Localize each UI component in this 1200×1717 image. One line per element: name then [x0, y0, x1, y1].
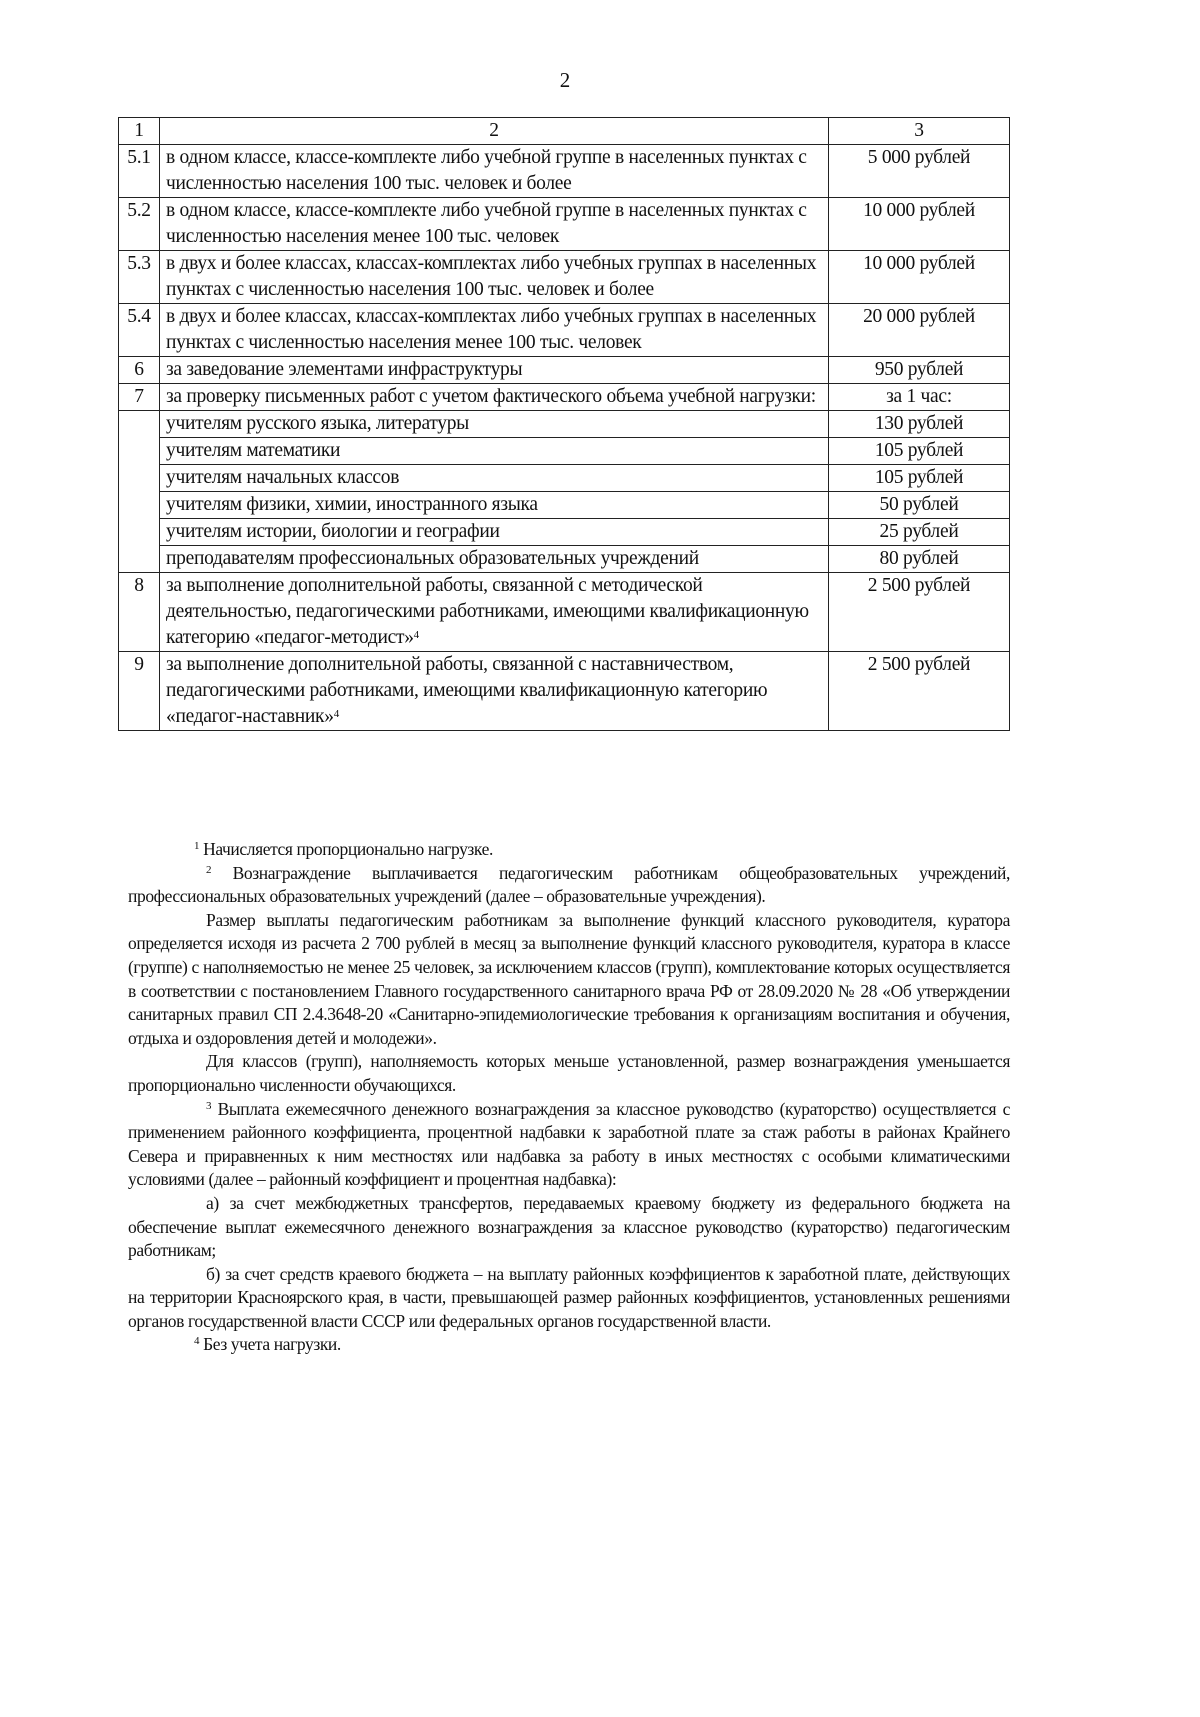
- row-text: [160, 573, 829, 652]
- footnote-paragraph: [128, 1263, 1010, 1334]
- footnote-paragraph: [128, 862, 1010, 909]
- row-number: [119, 519, 160, 546]
- row-number: 5.4: [119, 304, 160, 357]
- payments-table: [118, 117, 1010, 731]
- row-text: за заведование элементами инфраструктуры: [160, 357, 829, 384]
- footnote-text: Выплата ежемесячного денежного вознаграждения за классное руководство (кураторство) осуществляется с применением районного коэффициента, процентной надбавки к заработной плате за стаж работы в районах Крайнего Севера и приравненных к ним местностях или надбавка за работу в иных местностях с особыми климатическими условиями (далее – районный коэффициент и процентная надбавка):: [128, 1098, 1010, 1190]
- page-number: 2: [559, 68, 571, 92]
- row-text: [160, 652, 829, 731]
- row-text-body: за выполнение дополнительной работы, связанной с методической деятельностью, педагогическими работниками, имеющими квалификационную категорию «педагог-методист»: [166, 575, 809, 648]
- footnote-text: б) за счет средств краевого бюджета – на выплату районных коэффициентов к заработной плате, действующих на территории Красноярского края, в части, превышающей размер районных коэффициентов, установленных решениями органов государственной власти СССР или федеральных органов государственной власти.: [128, 1263, 1010, 1331]
- footnote-text: Вознаграждение выплачивается педагогическим работникам общеобразовательных учреждений, профессиональных образовательных учреждений (далее – образовательные учреждения).: [128, 862, 1010, 907]
- footnote-paragraph: [128, 1333, 1010, 1357]
- table-row: [119, 492, 1010, 519]
- row-number: 5.3: [119, 251, 160, 304]
- footnote-text: Без учета нагрузки.: [203, 1334, 341, 1355]
- row-number: 9: [119, 652, 160, 731]
- header-cell: 2: [160, 118, 829, 145]
- row-number: [119, 411, 160, 438]
- row-value: 105 рублей: [829, 465, 1010, 492]
- row-number: [119, 438, 160, 465]
- footnote-number: 2: [206, 863, 212, 876]
- table-row: [119, 384, 1010, 411]
- table-row: [119, 357, 1010, 384]
- footnote-text: Размер выплаты педагогическим работникам за выполнение функций классного руководителя, куратора определяется исходя из расчета 2 700 рублей в месяц за выполнение функций классного руководителя, куратора в классе (группе) с наполняемостью не менее 25 человек, за исключением классов (групп), комплектование которых осуществляется в соответствии с постановлением Главного государственного санитарного врача РФ от 28.09.2020 № 28 «Об утверждении санитарных правил СП 2.4.3648-20 «Санитарно-эпидемиологические требования к организациям воспитания и обучения, отдыха и оздоровления детей и молодежи».: [128, 909, 1010, 1048]
- table-row: [119, 546, 1010, 573]
- table-row: [119, 145, 1010, 198]
- row-text: в двух и более классах, классах-комплектах либо учебных группах в населенных пунктах с численностью населения менее 100 тыс. человек: [160, 304, 829, 357]
- row-value: за 1 час:: [829, 384, 1010, 411]
- row-number: 6: [119, 357, 160, 384]
- table-row: [119, 573, 1010, 652]
- table-row: [119, 198, 1010, 251]
- row-value: 5 000 рублей: [829, 145, 1010, 198]
- footnote-paragraph: [128, 1098, 1010, 1192]
- row-value: 10 000 рублей: [829, 251, 1010, 304]
- row-text-body: за выполнение дополнительной работы, связанной с наставничеством, педагогическими работниками, имеющими квалификационную категорию «педагог-наставник»: [166, 654, 768, 727]
- row-number: 5.2: [119, 198, 160, 251]
- row-value: 25 рублей: [829, 519, 1010, 546]
- row-number: 8: [119, 573, 160, 652]
- row-text: учителям истории, биологии и географии: [160, 519, 829, 546]
- row-value: 2 500 рублей: [829, 652, 1010, 731]
- table-row: [119, 652, 1010, 731]
- footnote-text: Начисляется пропорционально нагрузке.: [203, 839, 493, 859]
- table-row: [119, 438, 1010, 465]
- row-text: в одном классе, классе-комплекте либо учебной группе в населенных пунктах с численностью населения менее 100 тыс. человек: [160, 198, 829, 251]
- footnote-ref: 4: [333, 708, 339, 720]
- row-value: 50 рублей: [829, 492, 1010, 519]
- footnote-text: а) за счет межбюджетных трансфертов, передаваемых краевому бюджету из федерального бюджета на обеспечение выплат ежемесячного денежного вознаграждения за классное руководство (кураторство) педагогическим работникам;: [128, 1192, 1010, 1261]
- footnotes: [128, 838, 1010, 1357]
- footnote-number: 3: [206, 1099, 212, 1112]
- row-value: 2 500 рублей: [829, 573, 1010, 652]
- row-value: 950 рублей: [829, 357, 1010, 384]
- row-text: учителям математики: [160, 438, 829, 465]
- row-text: преподавателям профессиональных образовательных учреждений: [160, 546, 829, 573]
- table-row: [119, 304, 1010, 357]
- row-text: за проверку письменных работ с учетом фактического объема учебной нагрузки:: [160, 384, 829, 411]
- row-value: 130 рублей: [829, 411, 1010, 438]
- row-number: 5.1: [119, 145, 160, 198]
- row-number: [119, 465, 160, 492]
- table-row: [119, 118, 1010, 145]
- footnote-ref: 4: [413, 629, 419, 641]
- row-text: учителям русского языка, литературы: [160, 411, 829, 438]
- footnote-number: 1: [194, 840, 200, 852]
- footnote-number: 4: [194, 1335, 200, 1348]
- row-number: [119, 492, 160, 519]
- row-text: в одном классе, классе-комплекте либо учебной группе в населенных пунктах с численностью населения 100 тыс. человек и более: [160, 145, 829, 198]
- row-text: в двух и более классах, классах-комплектах либо учебных группах в населенных пунктах с численностью населения 100 тыс. человек и более: [160, 251, 829, 304]
- header-cell: 1: [119, 118, 160, 145]
- table-row: [119, 251, 1010, 304]
- row-number: [119, 546, 160, 573]
- row-text: учителям физики, химии, иностранного языка: [160, 492, 829, 519]
- row-number: 7: [119, 384, 160, 411]
- table-row: [119, 465, 1010, 492]
- row-value: 105 рублей: [829, 438, 1010, 465]
- footnote-paragraph: [128, 1192, 1010, 1263]
- table-row: [119, 519, 1010, 546]
- header-cell: 3: [829, 118, 1010, 145]
- footnote-paragraph: [128, 838, 1010, 862]
- footnote-text: Для классов (групп), наполняемость которых меньше установленной, размер вознаграждения уменьшается пропорционально численности обучающихся.: [128, 1051, 1010, 1095]
- row-value: 10 000 рублей: [829, 198, 1010, 251]
- footnote-paragraph: [128, 909, 1010, 1051]
- row-value: 80 рублей: [829, 546, 1010, 573]
- table-row: [119, 411, 1010, 438]
- footnote-paragraph: [128, 1050, 1010, 1097]
- row-value: 20 000 рублей: [829, 304, 1010, 357]
- row-text: учителям начальных классов: [160, 465, 829, 492]
